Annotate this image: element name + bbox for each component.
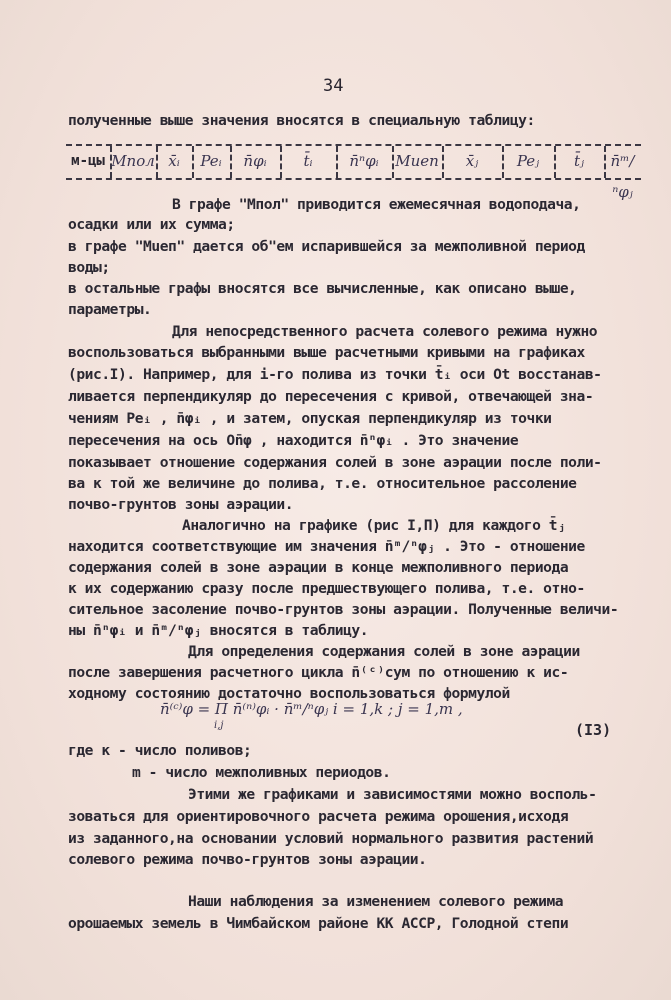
formula-text: n̄⁽ᶜ⁾φ = Π n̄⁽ⁿ⁾φᵢ · n̄ᵐ/ⁿφⱼ i = 1,k ; j = 1,m ,	[160, 700, 463, 718]
table-cell-x-j	[442, 146, 504, 178]
text-line: к их содержанию сразу после предшествующего полива, т.е. отно-	[68, 580, 585, 597]
table-cell-m-pol-text: Mпол	[111, 152, 155, 170]
table-cell-x-j-text: x̄ⱼ	[465, 152, 479, 170]
text-line: ны n̄ⁿφᵢ и n̄ᵐ/ⁿφⱼ вносятся в таблицу.	[68, 622, 369, 639]
text-line: находится соответствующие им значения n̄ᵐ/ⁿφⱼ . Это - отношение	[68, 538, 585, 555]
text-line: ва к той же величине до полива, т.е. относительное рассоление	[68, 475, 577, 492]
text-line: после завершения расчетного цикла n̄⁽ᶜ⁾сум по отношению к ис-	[68, 664, 569, 681]
table-cell-n-phi-i-text: n̄φᵢ	[243, 152, 267, 170]
text-line: Этими же графиками и зависимостями можно восполь-	[188, 786, 597, 803]
text-line: осадки или их сумма;	[68, 216, 235, 233]
text-line: орошаемых земель в Чимбайском районе КК АССР, Голодной степи	[68, 915, 569, 932]
text-line: Аналогично на графике (рис I,П) для каждого t̄ⱼ	[182, 517, 566, 534]
table-cell-pe-i	[192, 146, 232, 178]
table-cell-pe-i-text: Peᵢ	[200, 152, 222, 170]
text-line: параметры.	[68, 301, 152, 318]
table-cell-n-phi-i	[230, 146, 282, 178]
text-line: показывает отношение содержания солей в зоне аэрации после поли-	[68, 454, 602, 471]
table-cell-t-j-text: t̄ⱼ	[574, 152, 584, 170]
text-line: сительное засоление почво-грунтов зоны аэрации. Полученные величи-	[68, 601, 619, 618]
table-cell-n-n-phi-i-text: n̄ⁿφᵢ	[349, 152, 379, 170]
equation-number: (I3)	[575, 721, 612, 739]
table-cell-x-i-text: x̄ᵢ	[168, 152, 180, 170]
text-line: Наши наблюдения за изменением солевого режима	[188, 893, 564, 910]
text-line: воспользоваться выбранными выше расчетными кривыми на графиках	[68, 344, 585, 361]
text-line: в остальные графы вносятся все вычисленные, как описано выше,	[68, 280, 577, 297]
table-cell-x-i	[156, 146, 194, 178]
text-line: почво-грунтов зоны аэрации.	[68, 496, 294, 513]
text-line: (рис.I). Например, для i-го полива из точки t̄ᵢ оси Ot восстанав-	[68, 366, 602, 383]
text-line: воды;	[68, 259, 110, 276]
table-cell-m-iep	[392, 146, 444, 178]
intro-line: полученные выше значения вносятся в специальную таблицу:	[68, 112, 535, 129]
table-cell-t-i	[280, 146, 338, 178]
text-line: содержания солей в зоне аэрации в конце межполивного периода	[68, 559, 569, 576]
table-cell-pe-j	[502, 146, 556, 178]
text-line: зоваться для ориентировочного расчета режима орошения,исходя	[68, 808, 569, 825]
table-cell-m-iep-text: Mиеп	[395, 152, 439, 170]
table-cell-m-pol	[110, 146, 158, 178]
text-line: В графе "Мпол" приводится ежемесячная водоподача,	[172, 196, 581, 213]
text-line: солевого режима почво-грунтов зоны аэрации.	[68, 851, 427, 868]
text-line: чениям Peᵢ , n̄φᵢ , и затем, опуская перпендикуляр из точки	[68, 410, 552, 427]
formula-13	[160, 700, 463, 731]
table-cell-n-mn-phi-j	[604, 146, 641, 201]
table-cell-t-j	[554, 146, 606, 178]
data-table-header	[66, 144, 641, 201]
table-cell-n-mn-phi-j-text: n̄ᵐ/ⁿφⱼ	[610, 152, 635, 201]
text-line: где к - число поливов;	[68, 742, 252, 759]
table-cell-pe-j-text: Peⱼ	[516, 152, 540, 170]
table-cell-t-i-text: t̄ᵢ	[303, 152, 313, 170]
text-line: Для определения содержания солей в зоне аэрации	[188, 643, 580, 660]
text-line: в графе "Мuеп" дается об"ем испарившейся за межполивной период	[68, 238, 585, 255]
table-cell-n-n-phi-i	[336, 146, 394, 178]
text-line: пересечения на ось On̄φ , находится n̄ⁿφᵢ . Это значение	[68, 432, 519, 449]
text-line: ливается перпендикуляр до пересечения с кривой, отвечающей зна-	[68, 388, 594, 405]
text-line: m - число межполивных периодов.	[132, 764, 391, 781]
formula-product-index: i,j	[214, 720, 224, 731]
text-line: из заданного,на основании условий нормального развития растений	[68, 830, 594, 847]
text-line: Для непосредственного расчета солевого режима нужно	[172, 323, 598, 340]
table-cell-months: м-цы	[66, 146, 112, 178]
text-line: ходному состоянию достаточно воспользоваться формулой	[68, 685, 510, 702]
page-number: 34	[323, 76, 344, 96]
